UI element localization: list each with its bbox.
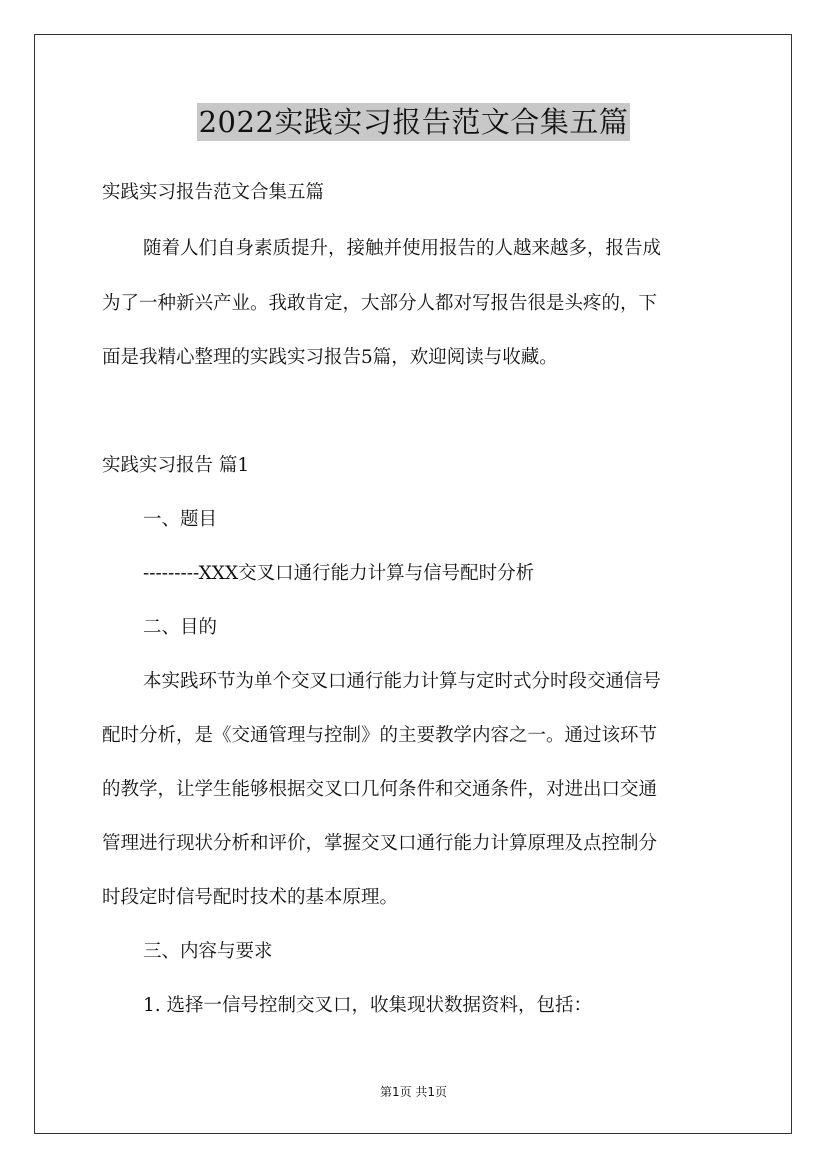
page-number: 第1页 共1页 [379,1085,448,1099]
item2-heading: 二、目的 [143,617,218,638]
item1-text: ---------XXX交叉口通行能力计算与信号配时分析 [143,563,535,584]
intro-line-1: 随着人们自身素质提升，接触并使用报告的人越来越多，报告成 [143,238,662,259]
item2-line-2: 配时分析，是《交通管理与控制》的主要教学内容之一。通过该环节 [102,725,658,746]
item3-point-1: 1. 选择一信号控制交叉口，收集现状数据资料，包括： [143,995,593,1016]
intro-line-3: 面是我精心整理的实践实习报告5篇，欢迎阅读与收藏。 [102,347,558,368]
item1-heading: 一、题目 [143,509,218,530]
item3-heading: 三、内容与要求 [143,941,273,962]
document-title: 2022实践实习报告范文合集五篇 [198,105,629,139]
section-heading: 实践实习报告 篇1 [102,455,250,476]
title-container [0,103,827,141]
intro-line-2: 为了一种新兴产业。我敢肯定，大部分人都对写报告很是头疼的，下 [102,293,658,314]
subtitle: 实践实习报告范文合集五篇 [102,182,325,203]
item2-line-1: 本实践环节为单个交叉口通行能力计算与定时式分时段交通信号 [143,671,662,692]
item2-line-3: 的教学，让学生能够根据交叉口几何条件和交通条件，对进出口交通 [102,779,658,800]
item2-line-5: 时段定时信号配时技术的基本原理。 [102,887,399,908]
item2-line-4: 管理进行现状分析和评价，掌握交叉口通行能力计算原理及点控制分 [102,833,658,854]
